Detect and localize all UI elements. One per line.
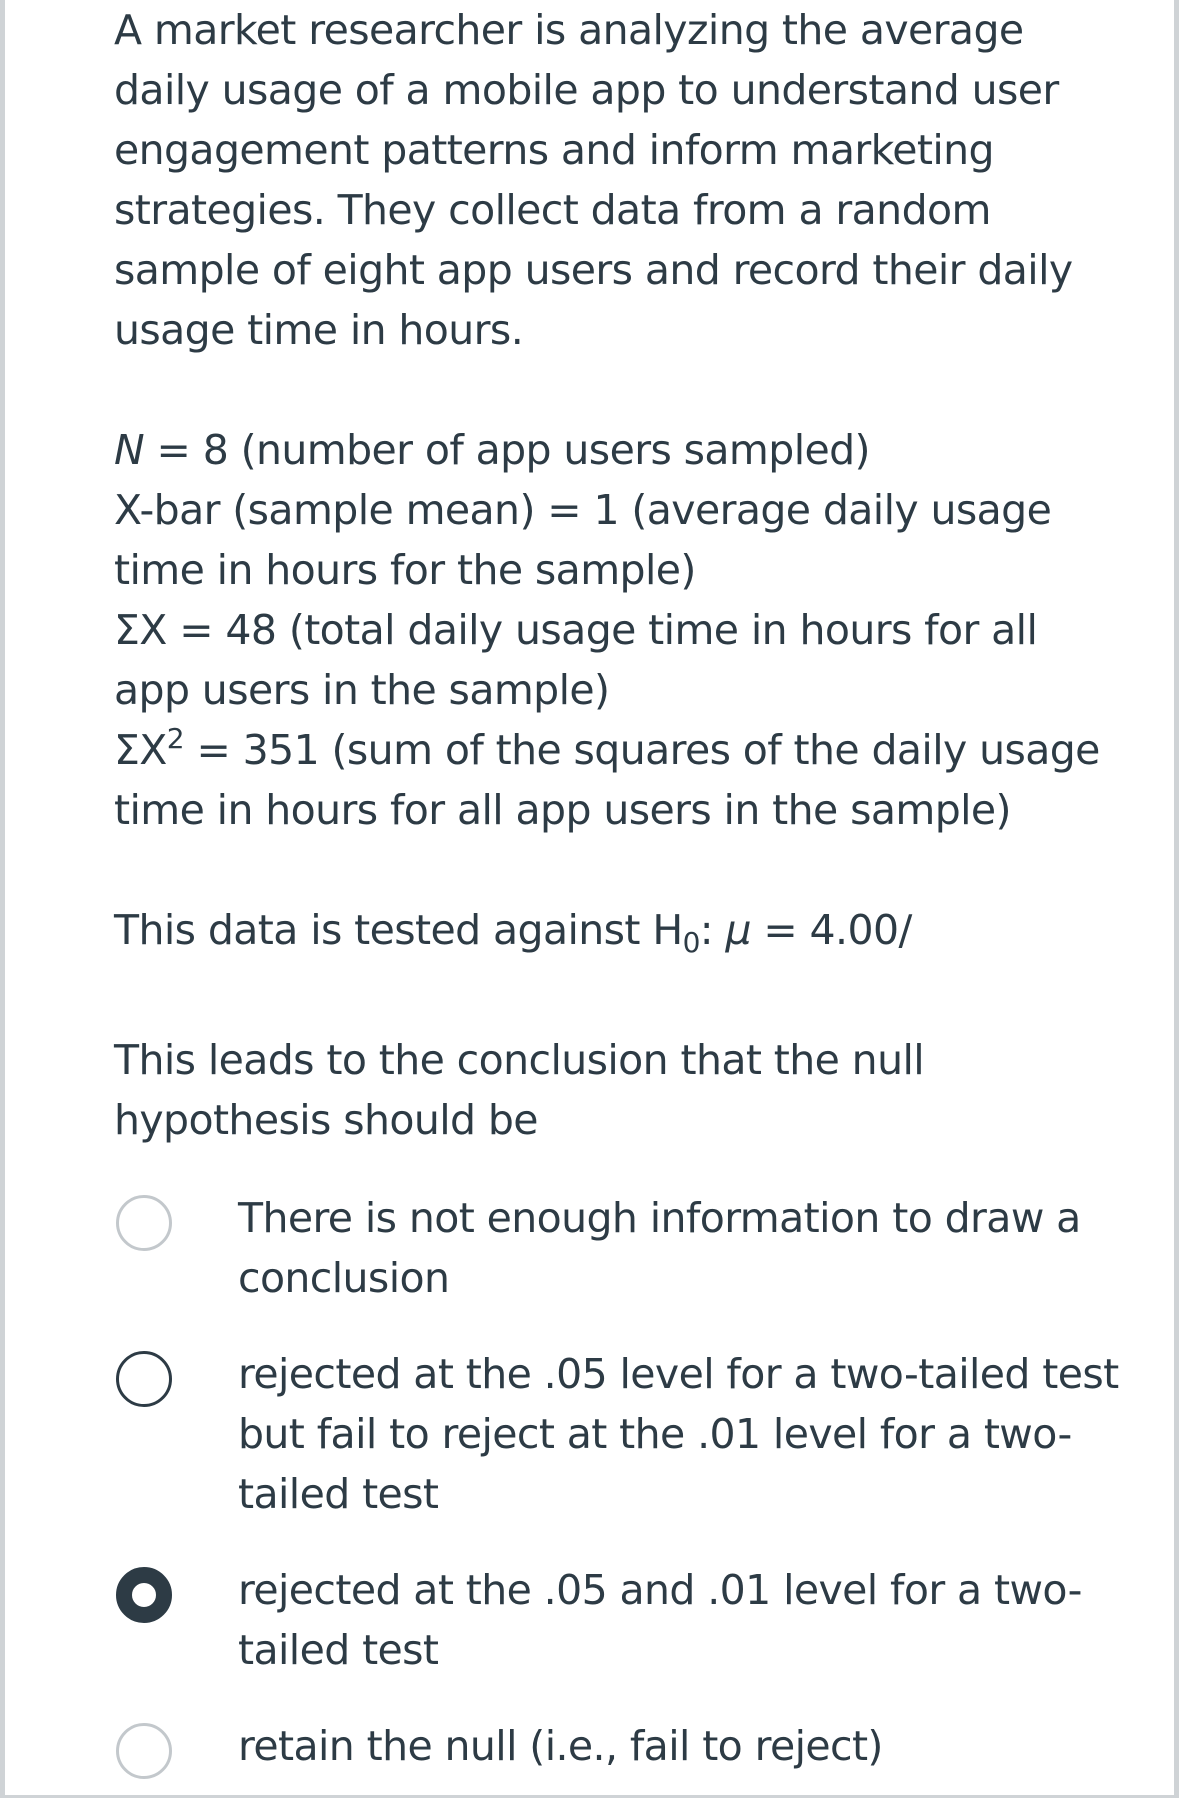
question-intro: A market researcher is analyzing the average daily usage of a mobile app to understand user engagement patterns and inform marketing strategies. They collect data from a random sample of eight app users and record their daily usage time in hours. xyxy=(114,6,1073,354)
hypothesis-colon: : xyxy=(699,906,726,954)
mu-symbol: μ xyxy=(725,906,751,954)
answer-option[interactable] xyxy=(114,1188,1154,1308)
hypothesis-value: = 4.00/ xyxy=(750,906,912,954)
n-value: = 8 (number of app users sampled) xyxy=(144,426,870,474)
radio-button[interactable] xyxy=(116,1195,172,1251)
squared-superscript: 2 xyxy=(166,722,185,755)
answer-option-selected[interactable] xyxy=(114,1560,1154,1680)
sum-x-squared-symbol: ΣX xyxy=(114,726,167,774)
answer-option[interactable] xyxy=(114,1716,1154,1776)
answer-label[interactable]: There is not enough information to draw a conclusion xyxy=(238,1194,1081,1302)
n-variable: N xyxy=(114,426,145,474)
sample-size-line xyxy=(114,420,1124,480)
answer-label[interactable]: rejected at the .05 and .01 level for a two-tailed test xyxy=(238,1566,1082,1674)
sum-x-squared-line xyxy=(114,720,1124,840)
sum-x-line: ΣX = 48 (total daily usage time in hours for all app users in the sample) xyxy=(114,606,1038,714)
answer-options xyxy=(114,1188,1154,1776)
question-text xyxy=(114,0,1124,1150)
answer-label[interactable]: retain the null (i.e., fail to reject) xyxy=(238,1722,883,1770)
answer-option[interactable] xyxy=(114,1344,1154,1524)
radio-button-selected[interactable] xyxy=(116,1567,172,1623)
hypothesis-prefix: This data is tested against H xyxy=(114,906,683,954)
radio-button[interactable] xyxy=(116,1351,172,1407)
hypothesis-line xyxy=(114,900,1124,960)
sum-x-squared-value: = 351 (sum of the squares of the daily usage time in hours for all app users in the sample) xyxy=(114,726,1100,834)
conclusion-prompt: This leads to the conclusion that the null hypothesis should be xyxy=(114,1036,925,1144)
radio-button[interactable] xyxy=(116,1723,172,1779)
answer-label[interactable]: rejected at the .05 level for a two-tailed test but fail to reject at the .01 level for a two-tailed test xyxy=(238,1350,1119,1518)
sample-mean-line: X-bar (sample mean) = 1 (average daily usage time in hours for the sample) xyxy=(114,486,1052,594)
null-subscript: 0 xyxy=(682,926,700,959)
